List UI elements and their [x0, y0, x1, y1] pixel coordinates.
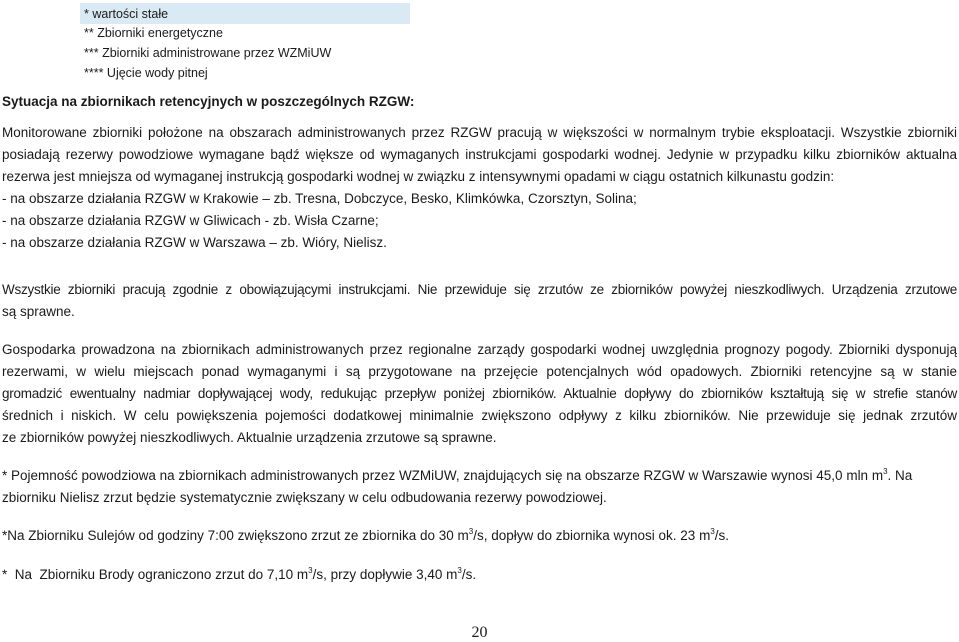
text-line: zbiorniku Nielisz zrzut będzie systematycznie zwiększany w celu odbudowania rezerwy powodziowej. [2, 490, 607, 505]
text-line: rezerwami, w wielu miejscach ponad wymaganymi i są przygotowane na przejęcie potencjalnych wód opadowych. Zbiorniki retencyjne są w stanie [2, 364, 957, 379]
text-line: gromadzić ewentualny nadmiar dopływającej wody, redukując przepływ poniżej zbiorników. Aktualnie dopływy do zbiorników kształtują się w strefie stanów [2, 386, 957, 401]
legend-line-fixed-values: * wartości stałe [84, 7, 169, 21]
text-line: Gospodarka prowadzona na zbiornikach administrowanych przez regionalne zarządy gospodarki wodnej uwzględnia prognozy pogody. Zbiorniki dysponują [2, 342, 957, 357]
text-line: * Pojemność powodziowa na zbiornikach administrowanych przez WZMiUW, znajdujących się na obszarze RZGW w Warszawie wynosi 45,0 mln $m^3$. Na [2, 467, 913, 483]
paragraph-monitoring [2, 122, 957, 254]
note-brody [2, 564, 957, 586]
list-item-warszawa: - na obszarze działania RZGW w Warszawa – zb. Wióry, Nielisz. [2, 235, 387, 250]
text-line: * Na Zbiorniku Brody ograniczono zrzut do 7,10 $m^3/s$, przy dopływie 3,40 $m^3/s$. [2, 566, 477, 582]
text-line: są sprawne. [2, 304, 75, 319]
note-wzmiuw-capacity [2, 465, 957, 509]
page-number: 20 [471, 624, 488, 641]
text-line: średnich i niskich. W celu powiększenia pojemości dodatkowej minimalnie zwiększono odpływy z kilku zbiorników. Nie przewiduje się jednak zrzutów [2, 408, 957, 423]
paragraph-management [2, 339, 957, 449]
legend-line-wzmiuw-reservoirs: *** Zbiorniki administrowane przez WZMiUW [84, 46, 332, 60]
legend-line-energy-reservoirs: ** Zbiorniki energetyczne [84, 26, 223, 40]
text-line: ze zbiorników powyżej nieszkodliwych. Aktualnie urządzenia zrzutowe są sprawne. [2, 430, 497, 445]
legend-line-drinking-water: **** Ujęcie wody pitnej [84, 66, 208, 80]
text-line: posiadają rezerwy powodziowe wymagane bądź większe od wymaganych instrukcjami gospodarki wodnej. Jedynie w przypadku kilku zbiorników aktualna [2, 147, 957, 162]
list-item-krakow: - na obszarze działania RZGW w Krakowie – zb. Tresna, Dobczyce, Besko, Klimkówka, Czorsztyn, Solina; [2, 191, 637, 206]
text-line: rezerwa jest mniejsza od wymaganej instrukcją gospodarki wodnej w związku z intensywnymi opadami w ciągu ostatnich kilkunastu godzin: [2, 169, 835, 184]
note-sulejow [2, 525, 957, 547]
section-heading: Sytuacja na zbiornikach retencyjnych w poszczególnych RZGW: [2, 94, 415, 109]
text-line: Wszystkie zbiorniki pracują zgodnie z obowiązującymi instrukcjami. Nie przewiduje się zrzutów ze zbiorników powyżej nieszkodliwych. Urządzenia zrzutowe [2, 282, 957, 297]
paragraph-operations [2, 279, 957, 323]
text-line: *Na Zbiorniku Sulejów od godziny 7:00 zwiększono zrzut ze zbiornika do 30 $m^3/s$, dopływ do zbiornika wynosi ok. 23 $m^3/s$. [2, 527, 730, 543]
list-item-gliwice: - na obszarze działania RZGW w Gliwicach - zb. Wisła Czarne; [2, 213, 379, 228]
text-line: Monitorowane zbiorniki położone na obszarach administrowanych przez RZGW pracują w większości w normalnym trybie eksploatacji. Wszystkie zbiorniki [2, 125, 957, 140]
